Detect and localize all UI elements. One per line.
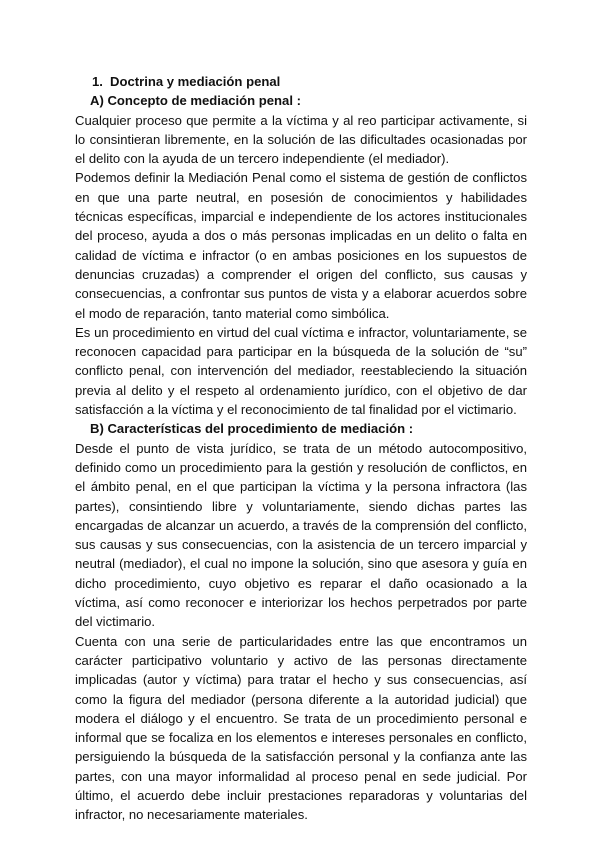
paragraph-a-3: Es un procedimiento en virtud del cual víctima e infractor, voluntariamente, se reconocen capacidad para participar en la búsqueda de la solución de “su” conflicto penal, con intervención del mediador, reestableciendo la situación previa al delito y el respeto al ordenamiento jurídico, con el objetivo de dar satisfacción a la víctima y el reconocimiento de tal finalidad por el victimario. [75,324,527,418]
paragraph-b-1: Desde el punto de vista jurídico, se trata de un método autocompositivo, definido como un procedimiento para la gestión y resolución de conflictos, en el ámbito penal, en el que participan la víctima y la persona infractora (las partes), consintiendo libre y voluntariamente, siendo dichas partes las encargadas de alcanzar un acuerdo, a través de la comprensión del conflicto, sus causas y sus consecuencias, con la asistencia de un tercero imparcial y neutral (mediador), el cual no impone la solución, sino que asesora y guía en dicho procedimiento, cuyo objetivo es reparar el daño ocasionado a la víctima, así como reconocer e interiorizar los hechos perpetrados por parte del victimario. [75,440,527,630]
section-title: Doctrina y mediación penal [110,74,281,89]
document-page [75,72,527,825]
subsection-a-heading: A) Concepto de mediación penal : [90,93,301,109]
paragraph-a-1: Cualquier proceso que permite a la víctima y al reo participar activamente, si lo consintieran libremente, en la solución de las dificultades ocasionadas por el delito con la ayuda de un tercero independiente (el mediador). [75,112,527,167]
section-heading [75,72,527,91]
paragraph-b-2: Cuenta con una serie de particularidades entre las que encontramos un carácter participativo voluntario y activo de las personas directamente implicadas (autor y víctima) para tratar el hecho y sus consecuencias, así como la figura del mediador (persona diferente a la autoridad judicial) que modera el diálogo y el encuentro. Se trata de un procedimiento personal e informal que se focaliza en los elementos e intereses personales en conflicto, persiguiendo la búsqueda de la satisfacción personal y la confianza ante las partes, con una mayor informalidad al proceso penal en sede judicial. Por último, el acuerdo debe incluir prestaciones reparadoras y voluntarias del infractor, no necesariamente materiales. [75,633,527,823]
paragraph-a-2: Podemos definir la Mediación Penal como el sistema de gestión de conflictos en que una parte neutral, en posesión de conocimientos y habilidades técnicas específicas, imparcial e independiente de los actores institucionales del proceso, ayuda a dos o más personas implicadas en un delito o falta en calidad de víctima e infractor (o en ambas posiciones en los supuestos de denuncias cruzadas) a comprender el origen del conflicto, sus causas y consecuencias, a confrontar sus puntos de vista y a elaborar acuerdos sobre el modo de reparación, tanto material como simbólica. [75,170,527,321]
section-number: 1. [92,74,103,89]
subsection-b-heading: B) Características del procedimiento de mediación : [90,421,414,437]
